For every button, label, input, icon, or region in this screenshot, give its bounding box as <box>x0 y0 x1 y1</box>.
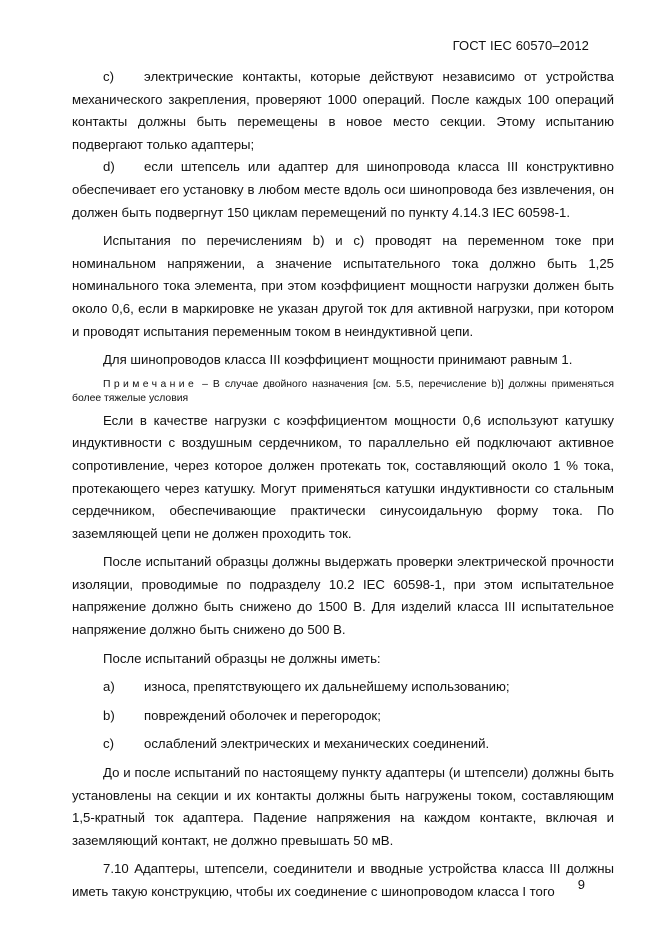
paragraph-inductance-coil: Если в качестве нагрузки с коэффициентом мощности 0,6 используют катушку индуктивности с воздушным сердечником, то параллельно ей подключают активное сопротивление, через которое должен протекать ток, составляющий около 1 % тока, протекающего через катушку. Могут применяться катушки индуктивности со стальным сердечником, обеспечивающие практически синусоидальную форму тока. По заземляющей цепи не должен проходить ток. <box>72 412 614 541</box>
list-item-text: повреждений оболочек и перегородок; <box>144 707 381 723</box>
list-item-text: электрические контакты, которые действуют независимо от устройства механического закрепления, проверяют 1000 операций. После каждых 100 операций контакты должны быть перемещены в новое место секции. Этому испытанию подвергают только адаптеры; <box>72 69 614 152</box>
paragraph-dielectric-strength: После испытаний образцы должны выдержать проверки электрической прочности изоляции, проводимые по подразделу 10.2 IEC 60598-1, при этом испытательное напряжение должно быть снижено до 1500 В. Для изделий класса III испытательное напряжение должно быть снижено до 500 В. <box>72 554 614 638</box>
paragraph-after-tests: После испытаний образцы не должны иметь: <box>103 650 381 666</box>
note <box>72 378 614 406</box>
paragraph-section-7-10: 7.10 Адаптеры, штепсели, соединители и вводные устройства класса III должны иметь такую конструкцию, чтобы их соединение с шинопроводом класса I того <box>72 861 614 899</box>
list-item-text: ослаблений электрических и механических соединений. <box>144 736 490 752</box>
list-item-label: d) <box>103 159 115 175</box>
list-item <box>72 705 614 728</box>
paragraph-voltage-drop: До и после испытаний по настоящему пункту адаптеры (и штепсели) должны быть установлены на секции и их контакты должны быть нагружены током, составляющим 1,5-кратный ток адаптера. Падение напряжения на каждом контакте, включая и заземляющий контакт, не должно превышать 50 мВ. <box>72 765 614 848</box>
list-item-text: если штепсель или адаптер для шинопровода класса III конструктивно обеспечивает его установку в любом месте вдоль оси шинопровода без извлечения, он должен быть подвергнут 150 циклам перемещений по пункту 4.14.3 IEC 60598-1. <box>72 159 614 220</box>
document-header: ГОСТ IEC 60570–2012 <box>452 38 589 53</box>
list-item-label: с) <box>103 69 114 84</box>
paragraph-class-iii-power-factor: Для шинопроводов класса III коэффициент мощности принимают равным 1. <box>103 352 573 368</box>
paragraph-test-conditions: Испытания по перечислениям b) и с) проводят на переменном токе при номинальном напряжении, а значение испытательного тока должно быть 1,25 номинального тока элемента, при этом коэффициент мощности нагрузки должен быть около 0,6, если в маркировке не указан другой ток для активной нагрузки, при котором и проводят испытания переменным током в неиндуктивной цепи. <box>72 233 614 339</box>
note-label: Примечание <box>103 378 198 390</box>
list-item <box>72 66 614 156</box>
list-item <box>72 733 614 756</box>
list-item <box>72 156 614 224</box>
note-text: – В случае двойного назначения [см. 5.5, перечисление b)] должны применяться более тяжелые условия <box>72 378 614 404</box>
list-item-text: износа, препятствующего их дальнейшему использованию; <box>144 679 510 695</box>
list-item <box>72 676 614 699</box>
page-number: 9 <box>577 877 585 892</box>
list-item-label: а) <box>103 679 115 695</box>
list-item-label: b) <box>103 707 115 723</box>
list-item-label: с) <box>103 736 114 752</box>
page-content <box>72 66 614 904</box>
